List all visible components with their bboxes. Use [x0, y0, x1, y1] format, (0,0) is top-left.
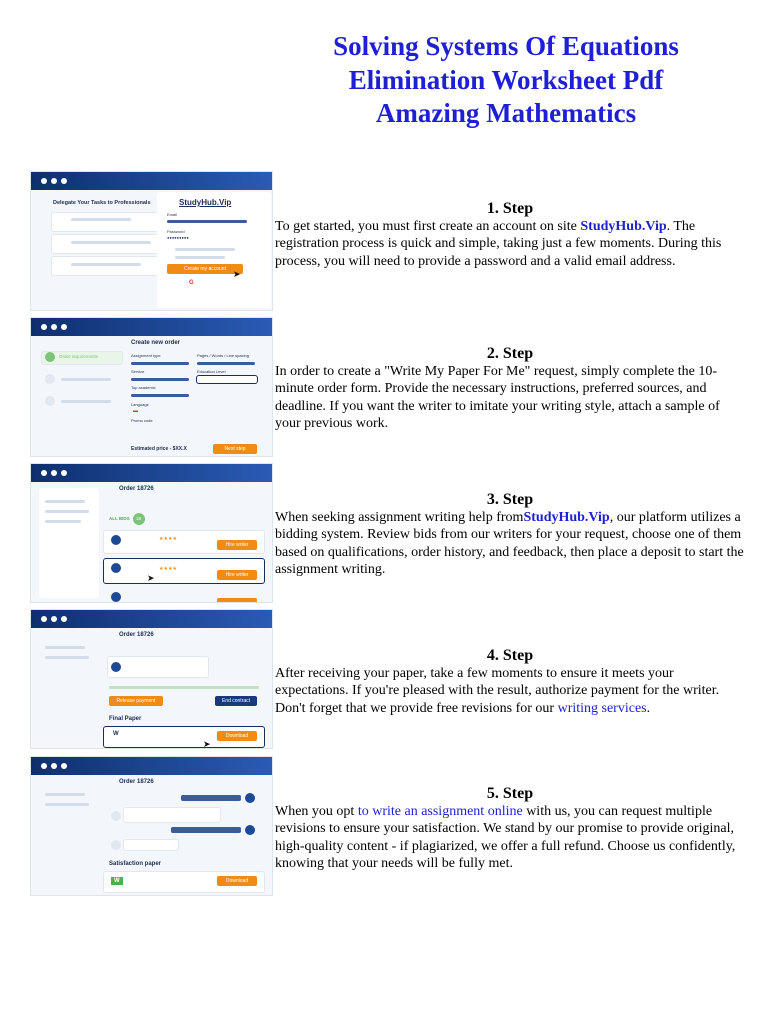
left-sidebar [39, 488, 99, 598]
writing-services-link[interactable]: writing services [557, 700, 647, 716]
service-field[interactable] [131, 378, 189, 381]
option-line [175, 256, 225, 259]
chat-bubble-in [123, 839, 179, 851]
order-number: Order 18726 [119, 486, 154, 492]
sidebar-line [45, 793, 85, 796]
cursor-icon: ➤ [147, 573, 155, 583]
step-5-text-a: When you opt [275, 804, 358, 819]
writer-avatar [111, 563, 121, 573]
step-3 [275, 490, 745, 579]
step-4 [275, 646, 745, 717]
hire-writer-button-partial[interactable] [217, 598, 257, 603]
user-avatar [245, 793, 255, 803]
writer-avatar [111, 840, 121, 850]
chat-bubble-out [171, 827, 241, 833]
studyhub-link[interactable]: StudyHub.Vip [580, 219, 667, 234]
rating-stars: ★★★★ [159, 566, 177, 572]
window-titlebar [31, 757, 272, 775]
order-requirements-label: Order requirements [59, 354, 99, 359]
step-2-icon [45, 374, 55, 384]
screenshot-order-form [30, 317, 273, 457]
create-account-button[interactable]: Create my account [167, 264, 243, 274]
writer-card [107, 656, 209, 678]
word-file-icon: W [113, 731, 119, 737]
delegate-heading: Delegate Your Tasks to Professionals [53, 200, 151, 206]
step-2-heading: 2. Step [486, 345, 534, 362]
writer-avatar [111, 592, 121, 602]
google-icon[interactable]: G [189, 280, 194, 286]
step-1-text-a: To get started, you must first create an account on site [275, 219, 581, 234]
final-paper-label: Final Paper [109, 716, 142, 722]
education-level-label: Education Level [197, 369, 226, 374]
promo-code-label: Promo code [131, 418, 153, 423]
satisfaction-paper-label: Satisfaction paper [109, 861, 162, 867]
window-dots-icon [41, 763, 71, 769]
window-dots-icon [41, 470, 71, 476]
title-line-3: Amazing Mathematics [375, 98, 637, 128]
order-number: Order 18726 [119, 632, 154, 638]
release-payment-button[interactable]: Release payment [109, 696, 163, 706]
step-3-text [275, 509, 745, 579]
email-field[interactable] [167, 220, 247, 223]
step-3-heading: 3. Step [486, 491, 534, 508]
window-titlebar [31, 464, 272, 482]
writer-avatar [111, 811, 121, 821]
step-3-line [61, 400, 111, 403]
placeholder-line [71, 263, 141, 266]
window-titlebar [31, 172, 272, 190]
pages-field[interactable] [197, 362, 255, 365]
screenshot-registration [30, 171, 273, 311]
option-line [175, 248, 235, 251]
step-1-icon [45, 352, 55, 362]
user-avatar [245, 825, 255, 835]
password-field[interactable]: ●●●●●●●●● [167, 235, 189, 240]
bid-count: 18 [136, 516, 142, 521]
step-2-line [61, 378, 111, 381]
title-line-1: Solving Systems Of Equations [333, 31, 679, 61]
download-button[interactable]: Download [217, 731, 257, 741]
cursor-icon: ➤ [203, 739, 211, 749]
top-academic-field[interactable] [131, 394, 189, 397]
service-label: Service [131, 369, 145, 374]
rating-stars: ★★★★ [159, 536, 177, 542]
word-file-icon: W [111, 877, 123, 885]
placeholder-line [71, 218, 131, 221]
page-title [290, 30, 722, 131]
screenshot-revisions [30, 756, 273, 896]
password-label: Password [167, 229, 185, 234]
step-1-text [275, 218, 745, 270]
step-2-text: In order to create a "Write My Paper For Me" request, simply complete the 10-minute order form. Provide the necessary instructions, preferred sources, and deadline. If you want the writer to imitate your writing style, attach a sample of your previous work. [275, 364, 720, 432]
cursor-icon: ➤ [233, 269, 241, 279]
education-level-field[interactable] [196, 375, 258, 384]
estimated-price: Estimated price - $XX.X [131, 446, 187, 452]
step-5 [275, 784, 745, 873]
flag-icon: ▬ [133, 408, 138, 414]
step-3-icon [45, 396, 55, 406]
step-5-text [275, 803, 745, 873]
email-label: Email [167, 212, 178, 217]
assignment-type-label: Assignment type [131, 353, 161, 358]
step-2 [275, 344, 745, 433]
download-button[interactable]: Download [217, 876, 257, 886]
chat-bubble-in [123, 807, 221, 823]
chat-bubble-out [181, 795, 241, 801]
step-3-text-a: When seeking assignment writing help from [275, 510, 524, 525]
write-assignment-link[interactable]: to write an assignment online [357, 804, 523, 819]
writer-avatar [111, 535, 121, 545]
sidebar-line [45, 500, 85, 503]
sidebar-line [45, 656, 89, 659]
step-1-text-b: . The registration process is quick and simple, taking just a few moments. During this process, you will need to provide a password and a valid email address. [275, 219, 722, 269]
step-1 [275, 199, 745, 270]
progress-line [109, 686, 259, 689]
studyhub-link[interactable]: StudyHub.Vip [523, 510, 610, 525]
screenshot-paper-delivery [30, 609, 273, 749]
window-titlebar [31, 610, 272, 628]
brand-logo: StudyHub.Vip [179, 198, 232, 207]
step-4-text-b: . [646, 700, 651, 716]
screenshot-bidding [30, 463, 273, 603]
step-1-heading: 1. Step [486, 200, 534, 217]
window-titlebar [31, 318, 272, 336]
assignment-type-field[interactable] [131, 362, 189, 365]
window-dots-icon [41, 324, 71, 330]
title-line-2: Elimination Worksheet Pdf [348, 64, 664, 95]
sidebar-line [45, 646, 85, 649]
placeholder-line [71, 241, 151, 244]
top-academic-label: Top academic [131, 385, 156, 390]
language-label: Language [131, 402, 149, 407]
end-contract-button[interactable]: End contract [215, 696, 257, 706]
writer-avatar [111, 662, 121, 672]
hire-writer-button[interactable]: Hire writer [217, 540, 257, 550]
order-number: Order 18726 [119, 779, 154, 785]
pages-label: Pages / Words / Line spacing [197, 353, 249, 358]
step-5-heading: 5. Step [486, 785, 534, 802]
next-step-button[interactable]: Next step [213, 444, 257, 454]
window-dots-icon [41, 616, 71, 622]
sidebar-line [45, 520, 81, 523]
sidebar-line [45, 803, 89, 806]
step-4-text-a: After receiving your paper, take a few moments to ensure it meets your expectations. If you're pleased with the result, authorize payment for the writer. Don't forget that we provide free revisions for our [275, 666, 720, 716]
step-4-text [275, 665, 745, 717]
step-3-text-b: , our platform utilizes a bidding system. Review bids from our writers for your request, choose one of them based on qualifications, order history, and feedback, then place a deposit to start the assignment writing. [275, 510, 744, 578]
hire-writer-button[interactable]: Hire writer [217, 570, 257, 580]
step-4-heading: 4. Step [486, 647, 534, 664]
all-bids-badge: ALL BIDS [109, 516, 130, 521]
create-order-heading: Create new order [131, 340, 181, 346]
step-5-text-b: with us, you can request multiple revisions to ensure your satisfaction. We stand by our promise to provide original, high-quality content - if plagiarized, we offer a full refund. Choose us confidently, knowing that your needs will be fully met. [275, 804, 736, 872]
sidebar-line [45, 510, 89, 513]
window-dots-icon [41, 178, 71, 184]
